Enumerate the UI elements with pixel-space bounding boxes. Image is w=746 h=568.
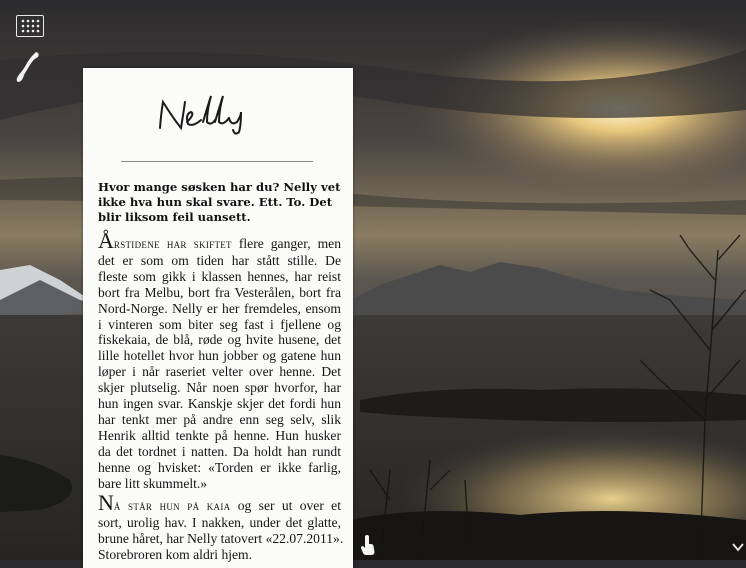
dropcap: N (98, 490, 114, 515)
body-line: har tenkt mer på andre enn seg selv, slik (98, 411, 341, 427)
body-line: løper i når raseriet velter over henne. Det (98, 364, 341, 380)
body-line: fiskekaia, de blå, røde og hvite husene, det (98, 332, 341, 348)
chevron-down-icon[interactable] (732, 542, 744, 552)
map-button[interactable] (14, 50, 42, 84)
smallcaps-lead: rstidene har skiftet (113, 237, 232, 251)
body-paragraph-2 (98, 490, 344, 563)
body-line: det er som om tiden har stått stille. De (98, 252, 341, 268)
tap-hand-icon[interactable] (360, 533, 376, 557)
body-line: i vinteren som biter seg fast i fjellene og (98, 316, 341, 332)
body-line: flere ganger, men (231, 236, 342, 251)
body-line: lille hotellet hvor hun jobber og gatene hun (98, 348, 341, 364)
body-line: henne og hvisket: «Torden er ikke farlig, (98, 459, 341, 475)
dropcap: Å (98, 228, 114, 253)
menu-grid-button[interactable] (16, 15, 44, 37)
body-line: sort, urolig hav. I nakken, under det glatte, (98, 514, 341, 530)
body-line: Storebroren kom aldri hjem. (98, 546, 253, 562)
body-line: brune håret, har Nelly tatovert «22.07.2011». (98, 530, 344, 546)
body-line: skjer plutselig. Når noen spør hvorfor, har (98, 380, 341, 396)
article-card (83, 68, 353, 568)
smallcaps-lead: å står hun på kaia (113, 499, 231, 513)
body-paragraph-1 (98, 228, 342, 492)
norway-map-icon (14, 50, 42, 84)
divider (121, 161, 313, 162)
lead-paragraph: Hvor mange søsken har du? Nelly vet ikke hva hun skal svare. Ett. To. Det blir liksom feil uansett. (98, 180, 341, 224)
body-line: Nord-Norge. Nelly er her fremdeles, ensom (98, 300, 341, 316)
body-line: da det tordnet i natten. Da holdt han rundt (98, 443, 341, 459)
body-line: og ser ut over et (230, 498, 341, 513)
body-line: hun ingen svar. Kanskje skjer det fordi hun (98, 396, 341, 412)
body-line: Henrik alltid tenkte på henne. Hun husker (98, 427, 341, 443)
body-line: bort fra Melbu, bort fra Vesterålen, bort fra (98, 284, 341, 300)
grid-icon (20, 18, 40, 34)
body-line: bare litt skummelt.» (98, 475, 208, 491)
signature-nelly (155, 92, 275, 136)
body-line: fleste som gikk i klassen hennes, har reist (98, 268, 341, 284)
